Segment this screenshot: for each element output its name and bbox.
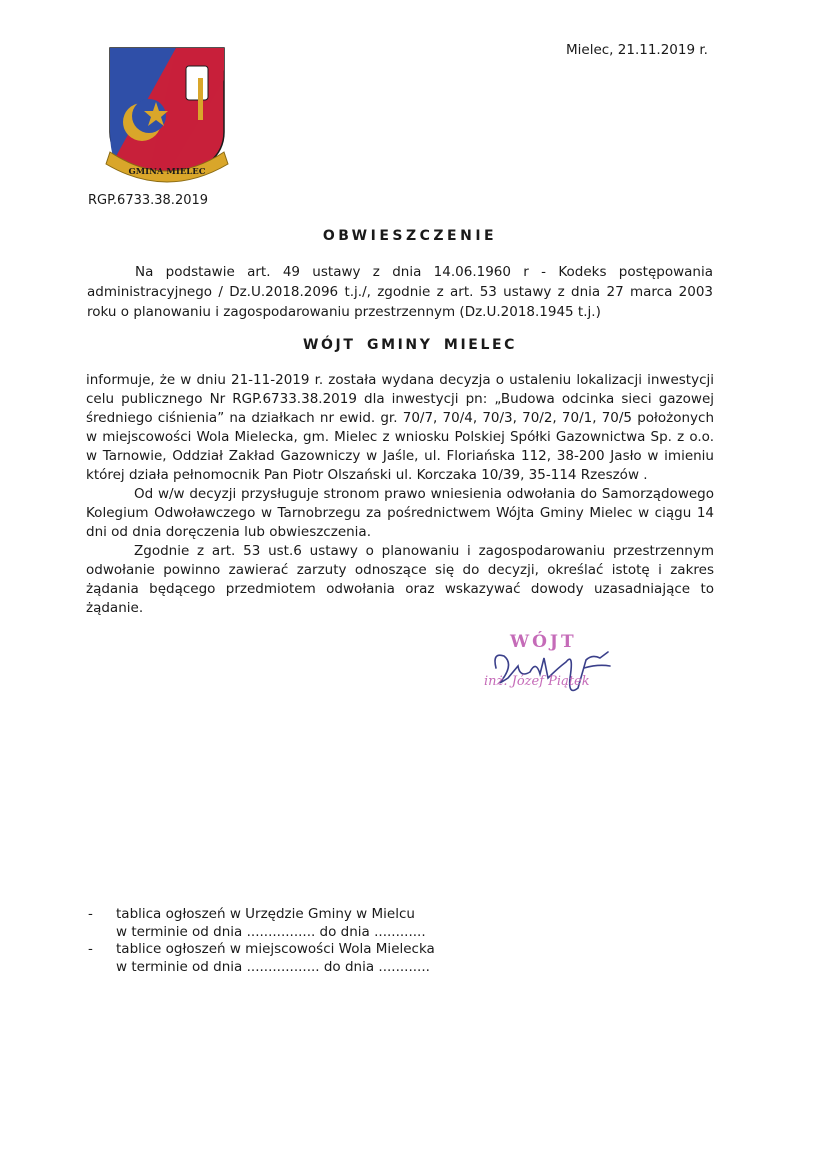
document-date: Mielec, 21.11.2019 r. <box>566 42 708 58</box>
distribution-list <box>88 906 435 976</box>
coat-of-arms-emblem <box>104 40 230 190</box>
decision-paragraph: informuje, że w dniu 21-11-2019 r. została wydana decyzja o ustaleniu lokalizacji inwestycji celu publicznego Nr RGP.6733.38.2019 dla inwestycji pn: „Budowa odcinka sieci gazowej średniego ciśnienia” na działkach nr ewid. gr. 70/7, 70/4, 70/3, 70/2, 70/1, 70/5 położonych w miejscowości Wola Mielecka, gm. Mielec z wniosku Polskiej Spółki Gazownictwa Sp. z o.o. w Tarnowie, Oddział Zakład Gazowniczy w Jaśle, ul. Floriańska 112, 38-200 Jasło w imieniu której działa pełnomocnik Pan Piotr Olszański ul. Korczaka 10/39, 35-114 Rzeszów . <box>86 372 714 483</box>
legal-basis-paragraph: Na podstawie art. 49 ustawy z dnia 14.06.1960 r - Kodeks postępowania administracyjnego / Dz.U.2018.2096 t.j./, zgodnie z art. 53 ustawy z dnia 27 marca 2003 roku o planowaniu i zagospodarowaniu przestrzennym (Dz.U.2018.1945 t.j.) <box>87 264 713 320</box>
stamp-name: inż. Józef Piątek <box>484 674 590 689</box>
list-dash: - <box>88 941 93 957</box>
emblem-ribbon-text: GMINA MIELEC <box>128 167 206 177</box>
handwritten-signature <box>474 638 634 702</box>
document-title: OBWIESZCZENIE <box>322 228 498 244</box>
reference-number: RGP.6733.38.2019 <box>88 193 209 208</box>
stamp-title: WÓJT <box>510 632 577 652</box>
list-dash: - <box>88 906 93 922</box>
list-item-title: tablica ogłoszeń w Urzędzie Gminy w Mielcu <box>116 906 415 922</box>
list-item-term: w terminie od dnia ................. do dnia ............ <box>116 958 430 975</box>
appeal-content-paragraph: Zgodnie z art. 53 ust.6 ustawy o planowaniu i zagospodarowaniu przestrzennym odwołanie powinno zawierać zarzuty odnoszące się do decyzji, określać istotę i zakres żądania będącego przedmiotem odwołania oraz wskazywać dowody uzasadniające to żądanie. <box>86 543 714 616</box>
list-item <box>88 941 435 976</box>
list-item-term: w terminie od dnia ................ do dnia ............ <box>116 923 426 940</box>
signature-stamp <box>474 632 634 702</box>
list-item-title: tablice ogłoszeń w miejscowości Wola Mielecka <box>116 941 435 957</box>
announcement-body <box>86 371 714 618</box>
list-item <box>88 906 435 941</box>
appeal-right-paragraph: Od w/w decyzji przysługuje stronom prawo wniesienia odwołania do Samorządowego Kolegium Odwoławczego w Tarnobrzegu za pośrednictwem Wójta Gminy Mielec w ciągu 14 dni od dnia doręczenia lub obwieszczenia. <box>86 486 714 540</box>
authority-heading: WÓJT GMINY MIELEC <box>303 337 517 353</box>
